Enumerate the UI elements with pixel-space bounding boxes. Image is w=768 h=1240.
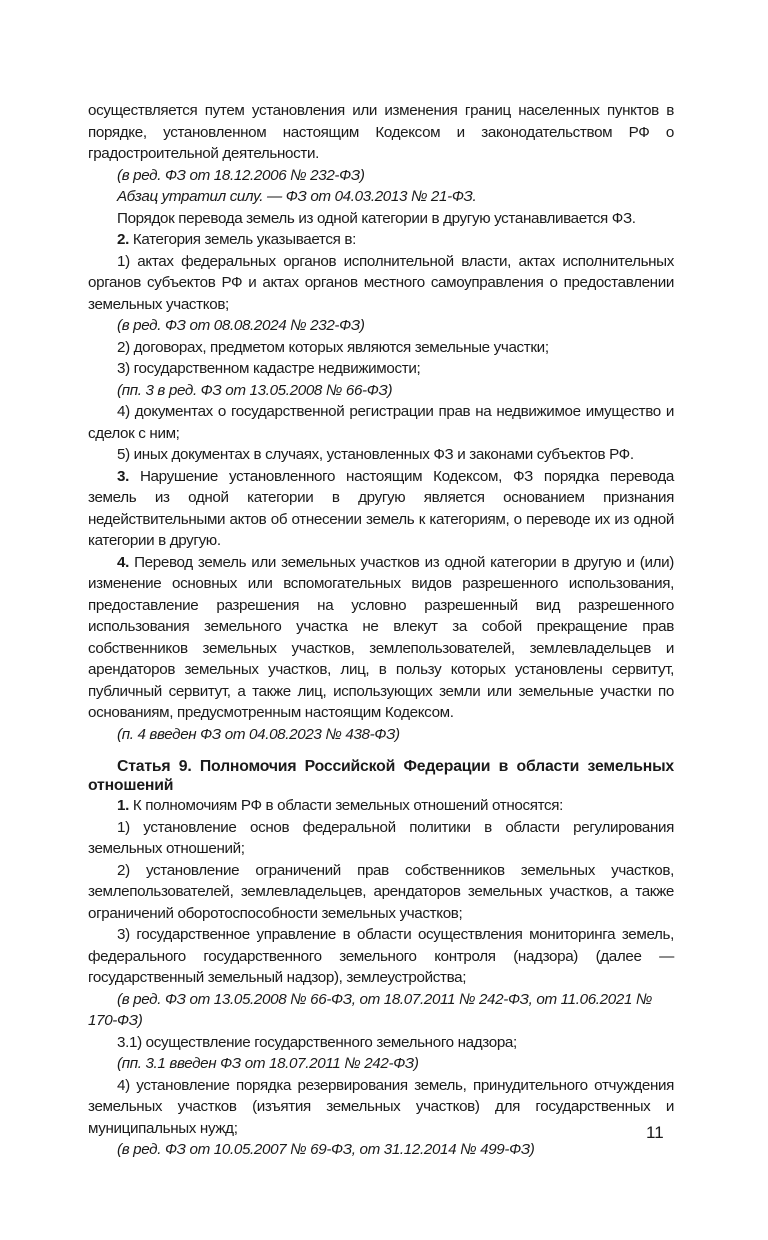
clause-number: 2. <box>117 231 129 248</box>
clause-text: К полномочиям РФ в области земельных отношений относятся: <box>128 797 564 814</box>
clause-text: Перевод земель или земельных участков из одной категории в другую и (или) изменение основных или вспомогательных видов разрешенного использования, предоставление разрешения на условно разрешенный вид разрешенного использования земельного участка не влекут за собой прекращение прав собственников земельных участков, землепользователей, землевладельцев и арендаторов земельных участков, лиц, в пользу которых установлены сервитут, публичный сервитут, а также лиц, использующих земли или земельные участки по основаниям, предусмотренным настоящим Кодексом. <box>88 553 674 721</box>
clause-text: Нарушение установленного настоящим Кодексом, ФЗ порядка перевода земель из одной категории в другую является основанием признания недействительными актов об отнесении земель к категориям, о переводе их из одной категории в другую. <box>88 467 674 549</box>
page-body <box>88 100 674 1161</box>
clause-number: 3. <box>117 467 129 485</box>
list-item: 3.1) осуществление государственного земельного надзора; <box>117 1033 517 1051</box>
amendment-note: (пп. 3 в ред. ФЗ от 13.05.2008 № 66-ФЗ) <box>117 381 393 399</box>
clause-3 <box>88 466 674 552</box>
page-number: 11 <box>646 1123 664 1142</box>
list-item: 2) установление ограничений прав собственников земельных участков, землепользователей, землевладельцев, арендаторов земельных участков, а также ограничений оборотоспособности земельных участков; <box>88 861 674 922</box>
clause-1 <box>88 795 674 817</box>
clause-number: 4. <box>117 553 129 571</box>
list-item: 5) иных документах в случаях, установленных ФЗ и законами субъектов РФ. <box>117 446 634 463</box>
list-item: 4) документах о государственной регистрации прав на недвижимое имущество и сделок с ним; <box>88 403 674 442</box>
amendment-note: (пп. 3.1 введен ФЗ от 18.07.2011 № 242-ФЗ) <box>117 1055 419 1072</box>
list-item: 3) государственном кадастре недвижимости; <box>117 360 421 377</box>
list-item: 3) государственное управление в области осуществления мониторинга земель, федерального государственного земельного контроля (надзора) (далее — государственный земельный надзор), землеустройства; <box>88 926 674 986</box>
amendment-note: (в ред. ФЗ от 08.08.2024 № 232-ФЗ) <box>117 317 365 334</box>
clause-number: 1. <box>117 797 129 814</box>
amendment-note: (в ред. ФЗ от 10.05.2007 № 69-ФЗ, от 31.12.2014 № 499-ФЗ) <box>117 1141 535 1158</box>
list-item: 1) актах федеральных органов исполнительной власти, актах исполнительных органов субъектов РФ и актах органов местного самоуправления о предоставлении земельных участков; <box>88 252 674 313</box>
amendment-note: (п. 4 введен ФЗ от 04.08.2023 № 438-ФЗ) <box>117 725 400 743</box>
amendment-note: (в ред. ФЗ от 13.05.2008 № 66-ФЗ, от 18.07.2011 № 242-ФЗ, от 11.06.2021 № 170-ФЗ) <box>88 990 653 1029</box>
clause-2 <box>88 229 674 251</box>
paragraph: Порядок перевода земель из одной категории в другую устанавливается ФЗ. <box>117 209 636 227</box>
amendment-note: (в ред. ФЗ от 18.12.2006 № 232-ФЗ) <box>117 166 365 184</box>
amendment-note: Абзац утратил силу. — ФЗ от 04.03.2013 № 21-ФЗ. <box>117 188 477 205</box>
list-item: 4) установление порядка резервирования земель, принудительного отчуждения земельных участков (изъятия земельных участков) для государственных и муниципальных нужд; <box>88 1076 674 1137</box>
list-item: 1) установление основ федеральной политики в области регулирования земельных отношений; <box>88 818 674 857</box>
clause-4 <box>88 552 674 724</box>
article-heading: Статья 9. Полномочия Российской Федерации в области земельных отношений <box>88 758 674 794</box>
paragraph: осуществляется путем установления или изменения границ населенных пунктов в порядке, установленном настоящим Кодексом и законодательством РФ о градостроительной деятельности. <box>88 102 674 162</box>
clause-text: Категория земель указывается в: <box>128 231 356 248</box>
list-item: 2) договорах, предметом которых являются земельные участки; <box>117 338 549 356</box>
